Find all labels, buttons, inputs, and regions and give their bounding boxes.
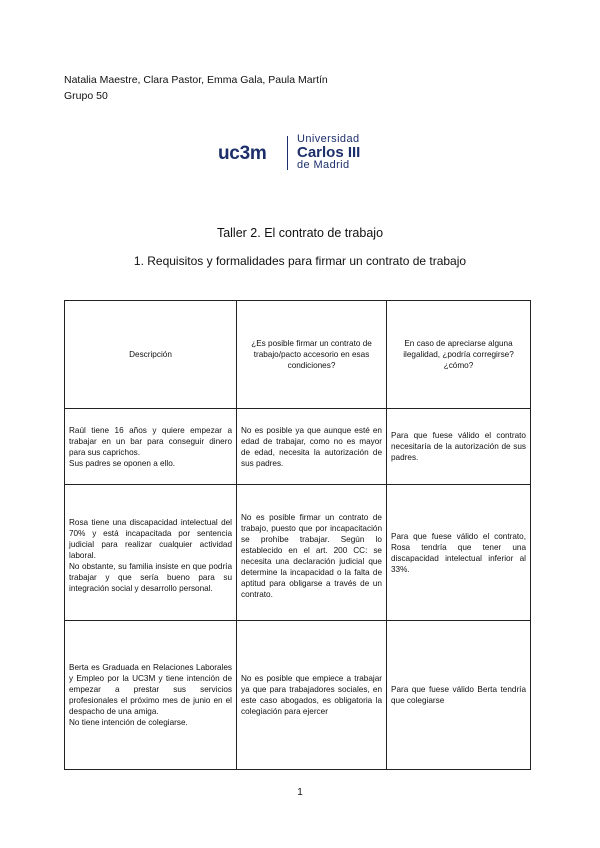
logo-divider — [287, 136, 288, 170]
document-title: Taller 2. El contrato de trabajo — [216, 226, 384, 240]
logo-short: uc3m — [218, 143, 267, 164]
logo-line1: Universidad — [297, 133, 360, 145]
table-cell: Berta es Graduada en Relaciones Laborales y Empleo por la UC3M y tiene intención de empezar a prestar sus servicios profesionales el próximo mes de junio en el despacho de una amiga. No tiene intención de colegiarse. — [65, 621, 237, 770]
table-cell: No es posible firmar un contrato de trabajo, puesto que por incapacitación se prohíbe trabajar. Según lo establecido en el art. 200 CC: se necesita una declaración judicial que determine la incapacidad o la falta de aptitud para obligarse a través de un contrato. — [237, 485, 387, 621]
requirements-table — [64, 300, 531, 770]
table-row — [65, 485, 531, 621]
header-description: Descripción — [65, 301, 237, 409]
table-cell: No es posible que empiece a trabajar ya que para trabajadores sociales, en este caso abogados, es obligatoria la colegiación para ejercer — [237, 621, 387, 770]
table-cell: Para que fuese válido el contrato, Rosa tendría que tener una discapacidad intelectual inferior al 33%. — [387, 485, 531, 621]
group-label: Grupo 50 — [64, 90, 108, 102]
table-cell: Rosa tiene una discapacidad intelectual del 70% y está incapacitada por sentencia judicial para realizar cualquier actividad laboral. No obstante, su familia insiste en que podría trabajar y que sería bueno para su integración social y desarrollo personal. — [65, 485, 237, 621]
section-title: 1. Requisitos y formalidades para firmar un contrato de trabajo — [133, 254, 467, 268]
header-correction: En caso de apreciarse alguna ilegalidad, ¿podría corregirse? ¿cómo? — [387, 301, 531, 409]
authors-names: Natalia Maestre, Clara Pastor, Emma Gala, Paula Martín — [64, 74, 328, 86]
table-row — [65, 621, 531, 770]
table-cell: Para que fuese válido Berta tendría que colegiarse — [387, 621, 531, 770]
logo-name — [297, 134, 360, 171]
authors-block — [64, 72, 328, 104]
page-number: 1 — [297, 787, 303, 798]
university-logo — [218, 134, 388, 174]
table-cell: Para que fuese válido el contrato necesitaría de la autorización de sus padres. — [387, 409, 531, 485]
logo-line2: Carlos III — [297, 144, 361, 161]
table-row — [65, 409, 531, 485]
header-possible: ¿Es posible firmar un contrato de trabajo/pacto accesorio en esas condiciones? — [237, 301, 387, 409]
table-cell: Raúl tiene 16 años y quiere empezar a trabajar en un bar para conseguir dinero para sus caprichos. Sus padres se oponen a ello. — [65, 409, 237, 485]
logo-line3: de Madrid — [297, 159, 350, 171]
table-header-row — [65, 301, 531, 409]
table-cell: No es posible ya que aunque esté en edad de trabajar, como no es mayor de edad, necesita la autorización de sus padres. — [237, 409, 387, 485]
